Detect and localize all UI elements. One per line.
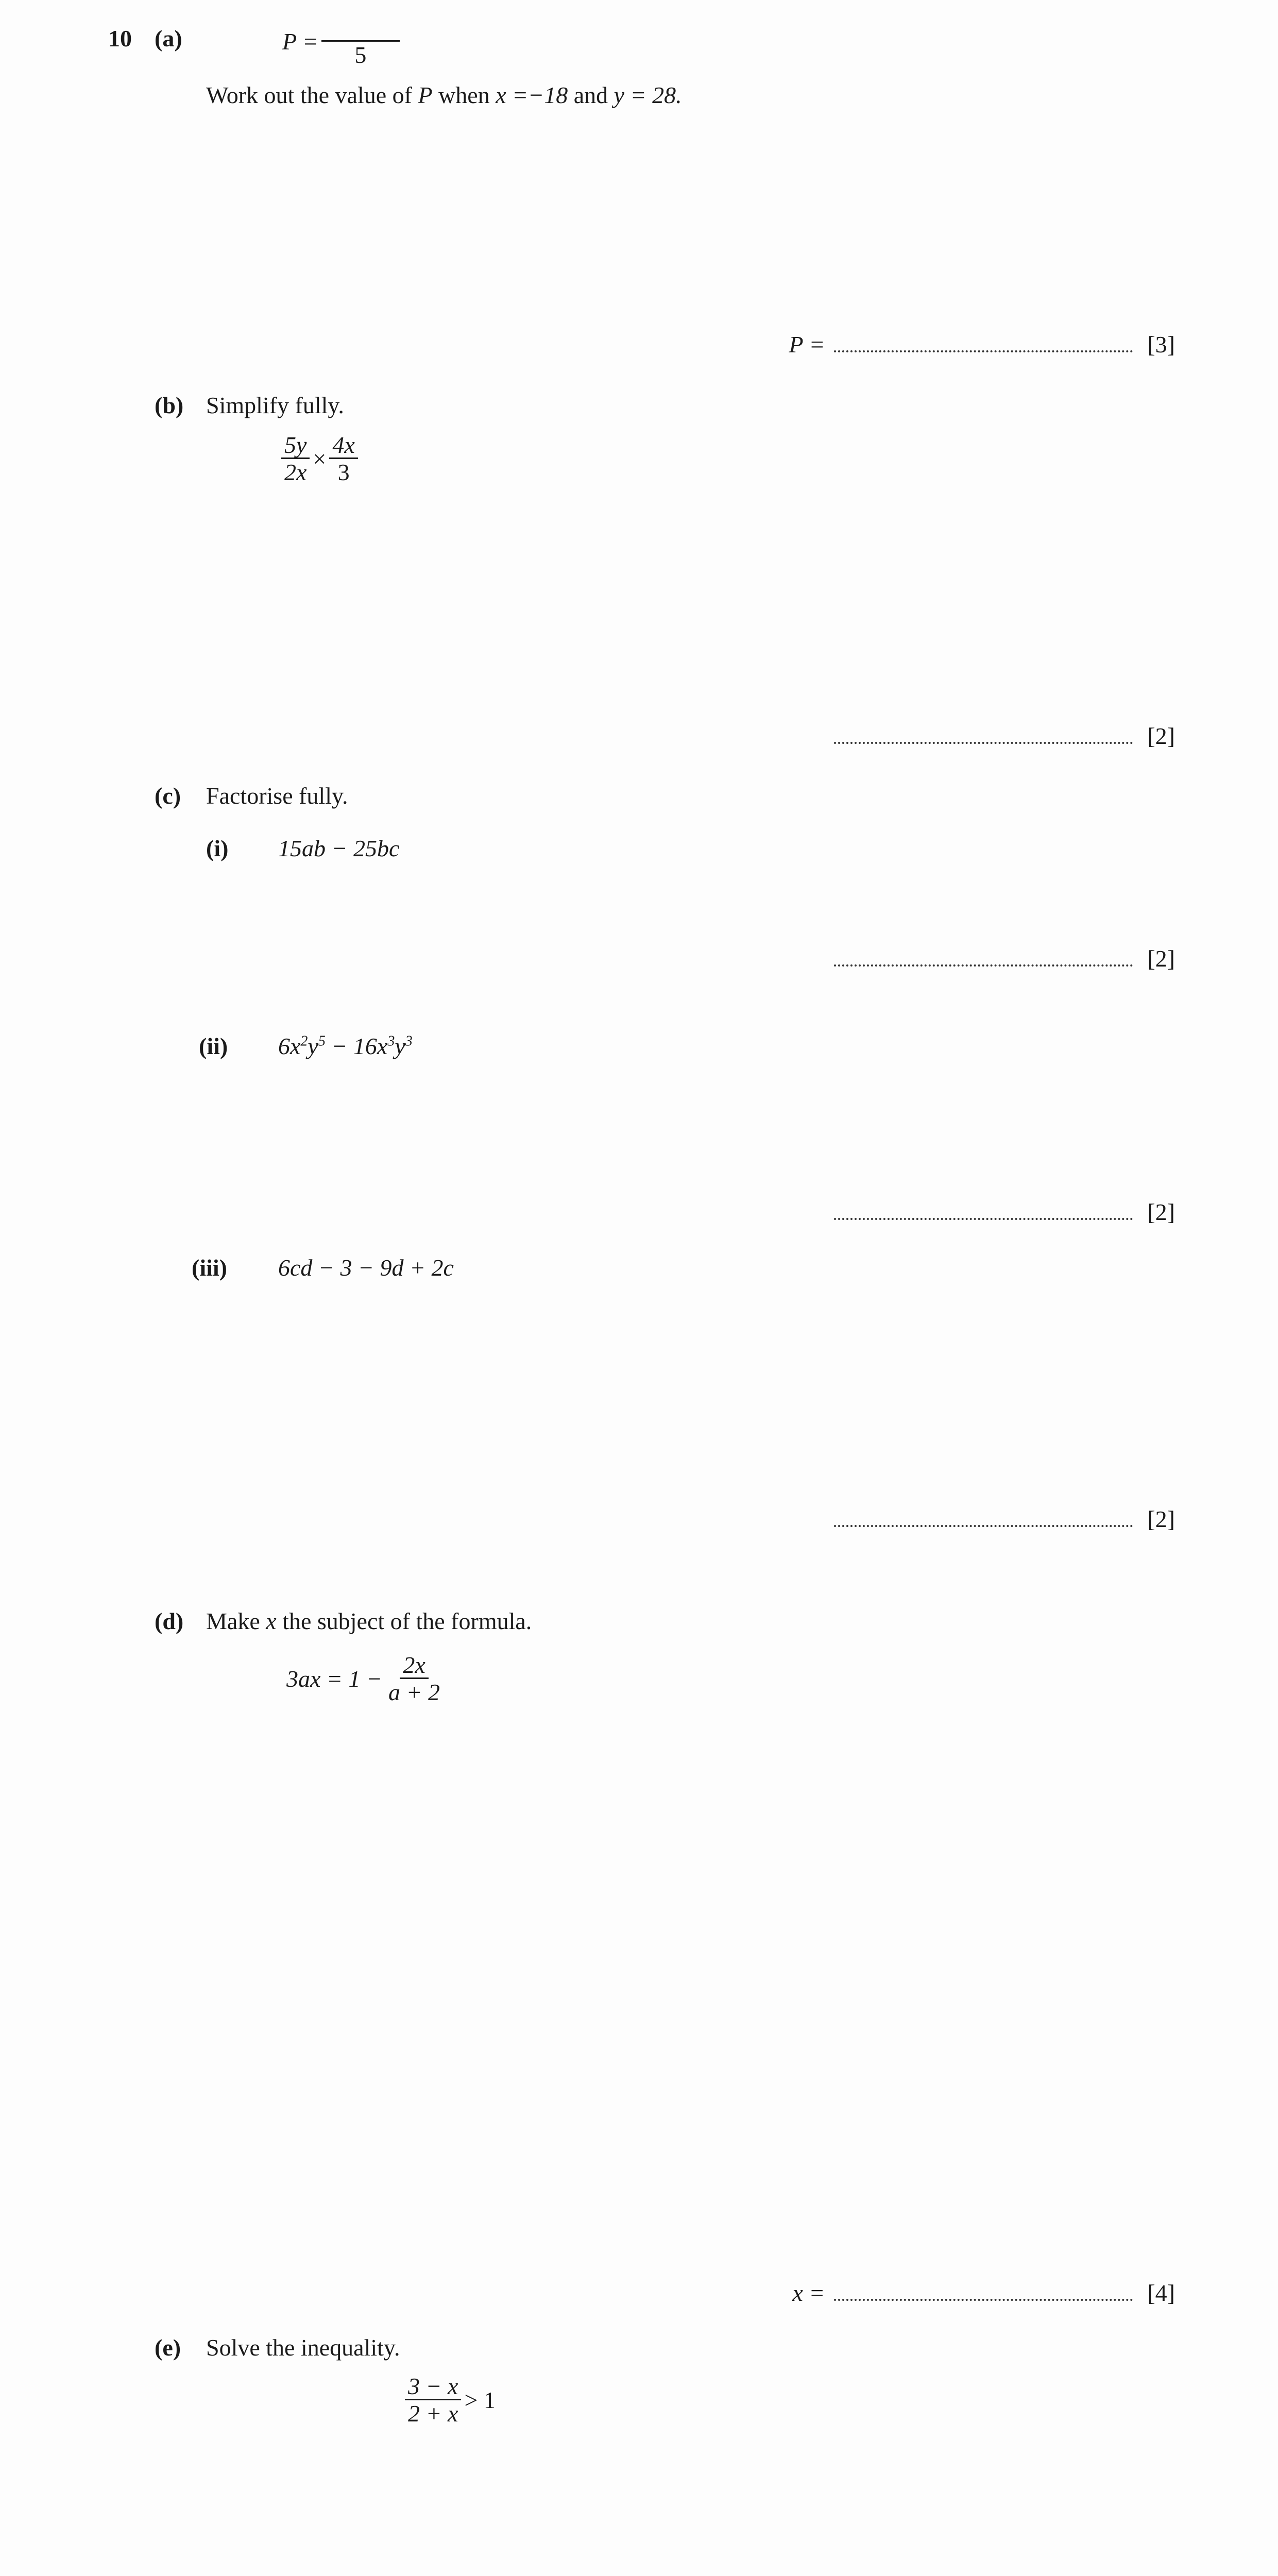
part-b-fraction-2: $\frac{4x}{3}$ [329, 433, 357, 485]
part-d-lhs: 3ax = 1 − [286, 1666, 382, 1692]
part-b-answer-line[interactable] [825, 722, 1175, 750]
part-a-answer-line[interactable] [789, 331, 1175, 358]
part-a-prompt: Work out the value of P when x =−18 and y = 28. [206, 82, 682, 108]
part-a-marks: [3] [1147, 331, 1175, 358]
part-a-denominator: 5 [354, 42, 367, 68]
part-b-expression [278, 433, 361, 485]
part-d-answer-label: x = [792, 2280, 825, 2306]
part-c-ii-marks: [2] [1147, 1199, 1175, 1225]
part-e-rhs: > 1 [464, 2387, 496, 2414]
part-c-i-label: (i) [206, 835, 229, 861]
part-c-ii-label: (ii) [199, 1033, 228, 1059]
part-a-formula [282, 15, 403, 67]
part-a-formula-lhs: P = [282, 28, 318, 55]
question-number: 10 [108, 25, 132, 52]
part-c-iii-dotted-line[interactable] [834, 1520, 1133, 1527]
part-d-marks: [4] [1147, 2280, 1175, 2306]
part-c-i-answer-line[interactable] [825, 945, 1175, 972]
part-c-prompt: Factorise fully. [206, 783, 348, 809]
part-e-label: (e) [155, 2334, 181, 2361]
part-d-prompt: Make x the subject of the formula. [206, 1608, 532, 1634]
part-b-dotted-line[interactable] [834, 737, 1133, 744]
part-a-fraction [321, 15, 400, 67]
part-d-label: (d) [155, 1608, 184, 1634]
part-d-formula [286, 1653, 446, 1705]
part-e-prompt: Solve the inequality. [206, 2334, 400, 2361]
part-c-iii-label: (iii) [192, 1255, 227, 1281]
part-d-answer-line[interactable] [792, 2279, 1175, 2307]
part-e-inequality [402, 2374, 496, 2427]
part-d-dotted-line[interactable] [834, 2294, 1133, 2301]
part-a-answer-label: P = [789, 331, 825, 358]
part-b-marks: [2] [1147, 723, 1175, 749]
part-c-i-expression: 15ab − 25bc [278, 835, 400, 861]
part-c-i-dotted-line[interactable] [834, 959, 1133, 967]
part-e-fraction: $\frac{3 - x}{2 + x}$ [405, 2374, 461, 2427]
part-b-prompt: Simplify fully. [206, 392, 344, 418]
part-c-iii-answer-line[interactable] [825, 1505, 1175, 1533]
part-a-numerator [321, 15, 400, 42]
times-sign: × [313, 446, 327, 472]
part-c-ii-dotted-line[interactable] [834, 1213, 1133, 1220]
part-c-ii-answer-line[interactable] [825, 1198, 1175, 1226]
part-c-iii-marks: [2] [1147, 1506, 1175, 1532]
part-c-i-marks: [2] [1147, 945, 1175, 972]
part-c-label: (c) [155, 783, 181, 809]
part-c-iii-expression: 6cd − 3 − 9d + 2c [278, 1255, 454, 1281]
part-a-dotted-line[interactable] [834, 345, 1133, 352]
part-b-fraction-1: $\frac{5y}{2x}$ [281, 433, 310, 485]
part-c-ii-expression: $6x^2y^5 - 16x^3y^3$ [278, 1033, 413, 1059]
part-b-label: (b) [155, 392, 184, 418]
part-d-fraction: $\frac{2x}{a + 2}$ [388, 1652, 440, 1706]
part-a-label: (a) [155, 25, 182, 52]
